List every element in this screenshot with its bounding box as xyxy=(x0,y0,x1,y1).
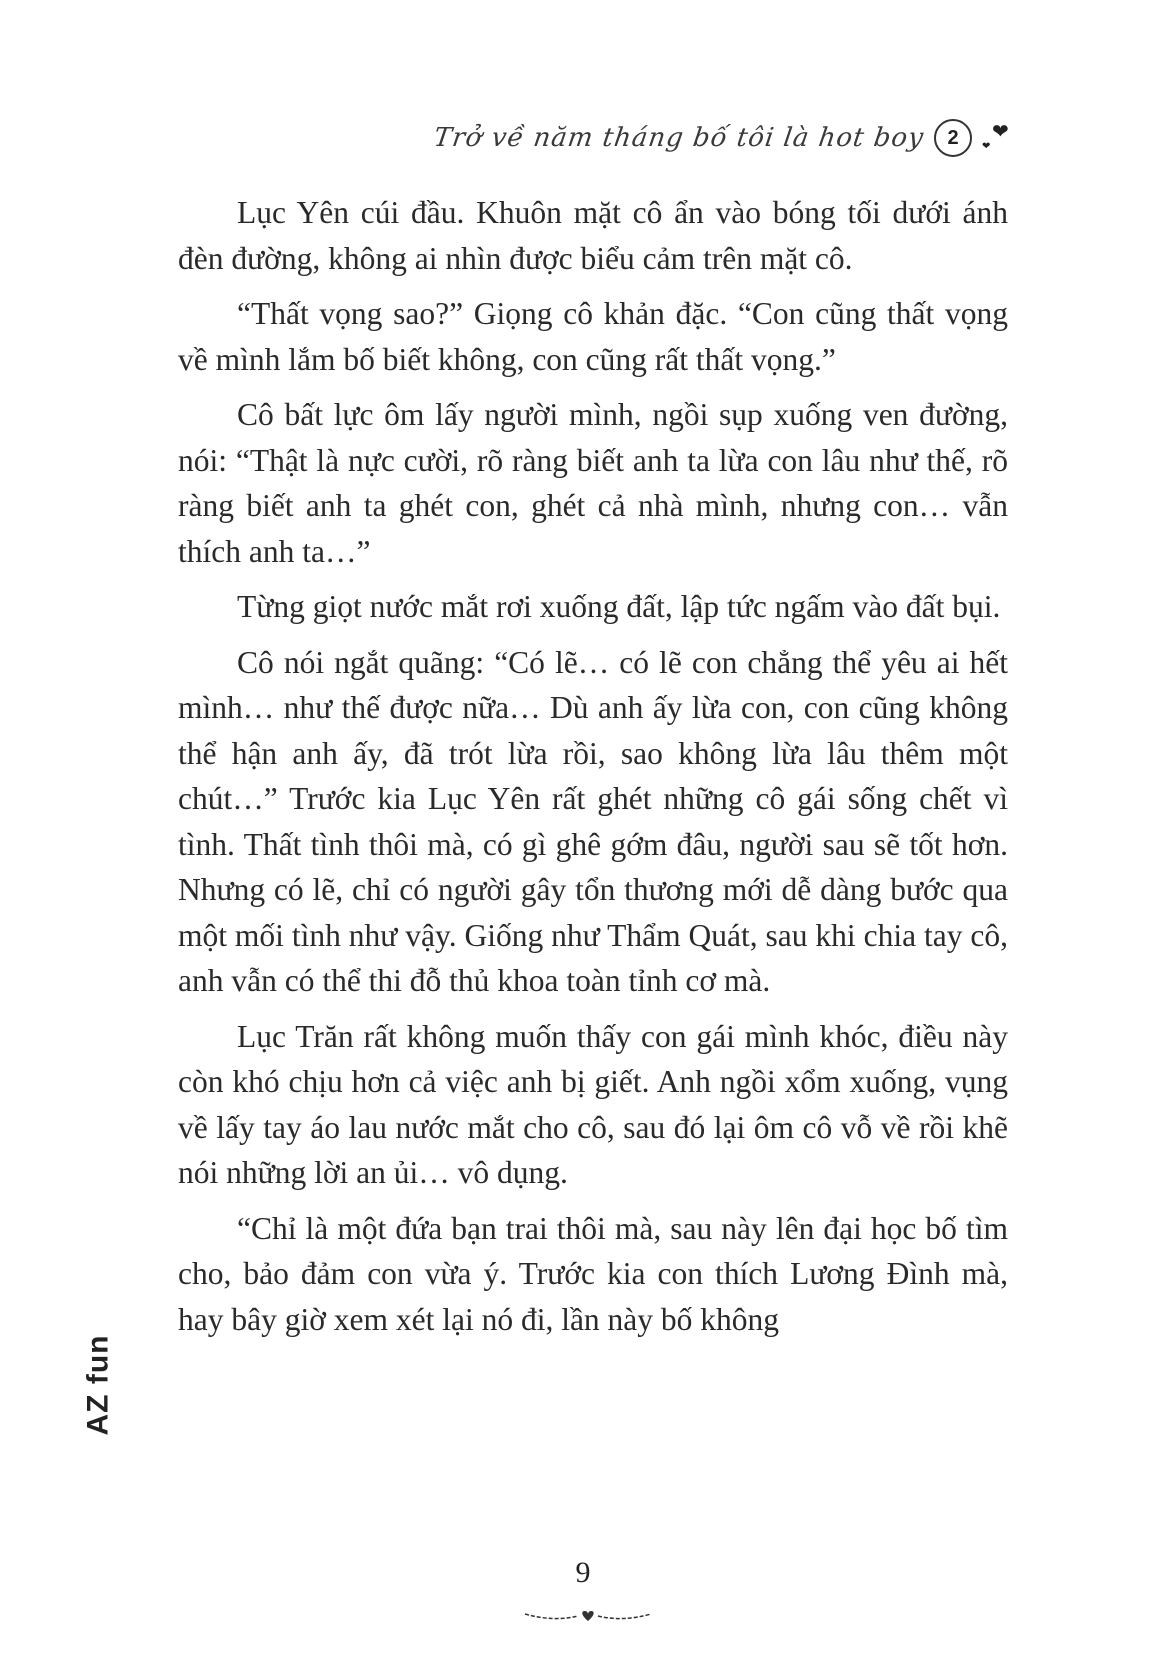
publisher-logo xyxy=(78,1330,118,1440)
book-title: Trở về năm tháng bố tôi là hot boy xyxy=(432,123,927,153)
paragraph: Lục Trăn rất không muốn thấy con gái mình khóc, điều này còn khó chịu hơn cả việc anh bị giết. Anh ngồi xổm xuống, vụng về lấy tay áo lau nước mắt cho cô, sau đó lại ôm cô vỗ về rồi khẽ nói những lời an ủi… vô dụng. xyxy=(178,1018,1008,1190)
paragraph: Từng giọt nước mắt rơi xuống đất, lập tức ngấm vào đất bụi. xyxy=(237,589,1001,624)
volume-number-badge: 2 xyxy=(934,119,972,157)
heart-icon: ❤ ❤ xyxy=(982,121,1009,152)
publisher-logo-text: AZ fun xyxy=(81,1334,114,1436)
paragraph: Cô bất lực ôm lấy người mình, ngồi sụp xuống ven đường, nói: “Thật là nực cười, rõ ràng biết anh ta lừa con lâu như thế, rõ ràng biết anh ta ghét con, ghét cả nhà mình, nhưng con… vẫn thích anh ta…” xyxy=(178,397,1008,569)
page-number: 9 xyxy=(575,1556,591,1589)
footer-ornament-icon xyxy=(523,1606,653,1626)
running-header xyxy=(434,118,1016,158)
paragraph: Lục Yên cúi đầu. Khuôn mặt cô ẩn vào bóng tối dưới ánh đèn đường, không ai nhìn được biểu cảm trên mặt cô. xyxy=(178,195,1008,276)
paragraph: “Chỉ là một đứa bạn trai thôi mà, sau này lên đại học bố tìm cho, bảo đảm con vừa ý. Trước kia con thích Lương Đình mà, hay bây giờ xem xét lại nó đi, lần này bố không xyxy=(178,1210,1008,1337)
paragraph: “Thất vọng sao?” Giọng cô khản đặc. “Con cũng thất vọng về mình lắm bố biết không, con cũng rất thất vọng.” xyxy=(178,296,1008,377)
page-text xyxy=(178,190,1008,1352)
paragraph: Cô nói ngắt quãng: “Có lẽ… có lẽ con chẳng thể yêu ai hết mình… như thế được nữa… Dù anh ấy lừa con, con cũng không thể hận anh ấy, đã trót lừa rồi, sao không lừa lâu thêm một chút…” Trước kia Lục Yên rất ghét những cô gái sống chết vì tình. Thất tình thôi mà, có gì ghê gớm đâu, người sau sẽ tốt hơn. Nhưng có lẽ, chỉ có người gây tổn thương mới dễ dàng bước qua một mối tình như vậy. Giống như Thẩm Quát, sau khi chia tay cô, anh vẫn có thể thi đỗ thủ khoa toàn tỉnh cơ mà. xyxy=(178,644,1008,998)
